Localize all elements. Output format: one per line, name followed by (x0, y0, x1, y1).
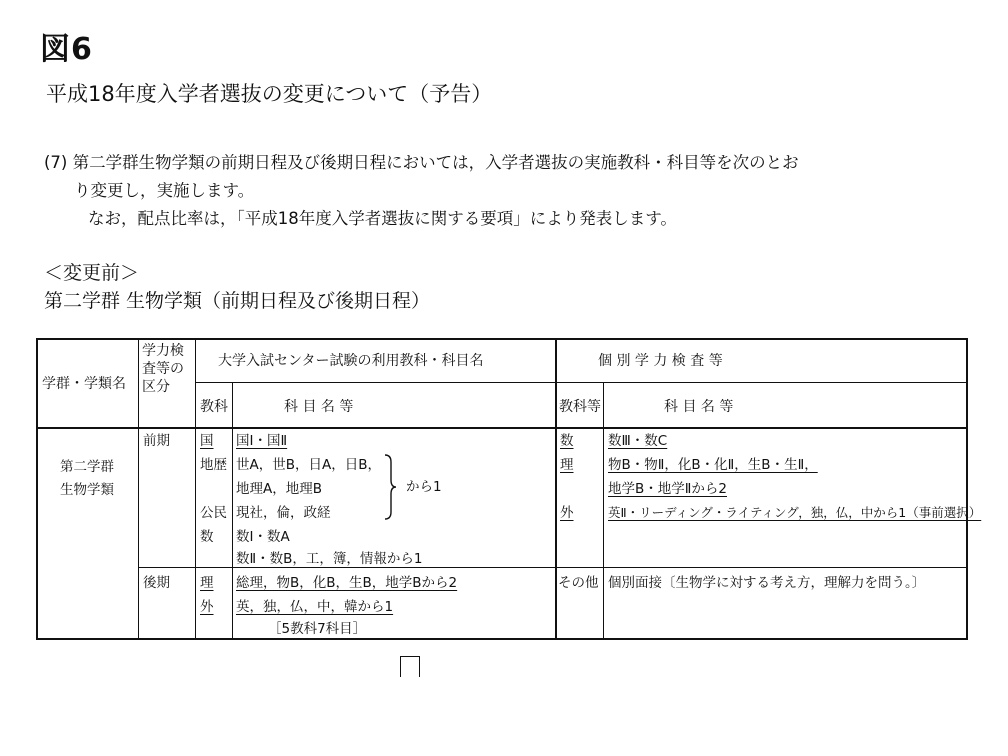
ct-detail: 地理A，地理B (236, 481, 322, 497)
page-title: 平成18年度入学者選抜の変更について（予告） (46, 82, 493, 106)
ct-subject: 地歴 (200, 457, 227, 473)
table-border-top (36, 338, 968, 340)
paragraph-1-line-1: (7) 第二学群生物学類の前期日程及び後期日程においては，入学者選抜の実施教科・科目等を次のとお (44, 153, 799, 172)
dept-line-2: 生物学類 (60, 482, 114, 498)
figure-label: 図6 (40, 32, 93, 67)
table-rule-col4 (555, 338, 557, 640)
ct-detail: 数Ⅰ・数A (236, 529, 290, 545)
ind-detail: 地学B・地学Ⅱから2 (608, 481, 727, 497)
ind-subject: 外 (560, 505, 574, 521)
table-border-right (966, 338, 968, 640)
header-individual: 個 別 学 力 検 査 等 (598, 353, 723, 369)
header-dept: 学群・学類名 (42, 376, 126, 392)
selection-table (36, 338, 982, 640)
ind-detail: 数Ⅲ・数C (608, 433, 668, 449)
ct-detail: 国Ⅰ・国Ⅱ (236, 433, 288, 449)
header-exam-3: 区分 (142, 379, 170, 395)
header-exam-2: 査等の (142, 361, 184, 377)
ind-subject: その他 (558, 575, 599, 591)
header-subject-2: 教科等 (559, 399, 601, 415)
table-rule-subheader (196, 382, 966, 383)
dept-line-1: 第二学群 (60, 459, 114, 475)
table-border-left (36, 338, 38, 640)
zenki-label: 前期 (143, 433, 170, 449)
header-subject-names-2: 科 目 名 等 (664, 399, 734, 415)
ind-subject: 数 (560, 433, 574, 449)
ind-subject: 理 (560, 457, 574, 473)
table-border-bottom (36, 638, 968, 640)
section-subheading: 第二学群 生物学類（前期日程及び後期日程） (44, 290, 431, 312)
brace-note: から1 (406, 479, 442, 495)
header-center-test: 大学入試センター試験の利用教科・科目名 (218, 353, 484, 369)
ind-detail: 英Ⅱ・リーディング・ライティング，独，仏，中から1（事前選択） (608, 505, 982, 520)
table-rule-header (36, 427, 968, 429)
header-exam-1: 学力検 (142, 343, 184, 359)
ct-detail: 総理，物B，化B，生B，地学Bから2 (236, 575, 458, 591)
table-rule-col5 (603, 382, 604, 640)
ind-detail: 物B・物Ⅱ，化B・化Ⅱ，生B・生Ⅱ， (608, 457, 818, 473)
section-heading: ＜変更前＞ (44, 262, 140, 284)
ct-detail: 現社，倫，政経 (236, 505, 331, 521)
paragraph-2: なお，配点比率は，「平成18年度入学者選抜に関する要項」により発表します。 (88, 209, 677, 228)
header-subject-names: 科 目 名 等 (284, 399, 354, 415)
brace-icon (383, 454, 397, 520)
ct-subject: 公民 (200, 505, 227, 521)
header-subject: 教科 (200, 399, 228, 415)
ct-subject: 国 (200, 433, 214, 449)
ct-subject: 外 (200, 599, 214, 615)
table-rule-col1 (138, 338, 139, 640)
ct-subject: 数 (200, 529, 214, 545)
table-rule-col2 (195, 338, 196, 640)
kouki-label: 後期 (143, 575, 170, 591)
ct-subject: 理 (200, 575, 214, 591)
ct-detail: 英，独，仏，中，韓から1 (236, 599, 394, 615)
table-rule-col3 (232, 382, 233, 640)
ct-detail: 世A，世B，日A，日B， (236, 457, 381, 473)
paragraph-1-line-2: り変更し，実施します。 (74, 181, 255, 200)
ind-detail: 個別面接〔生物学に対する考え方，理解力を問う。〕 (608, 575, 926, 591)
continuation-mark (400, 656, 420, 677)
ct-summary: ［5教科7科目］ (268, 621, 367, 637)
ct-detail: 数Ⅱ・数B，工，簿，情報から1 (236, 551, 423, 567)
